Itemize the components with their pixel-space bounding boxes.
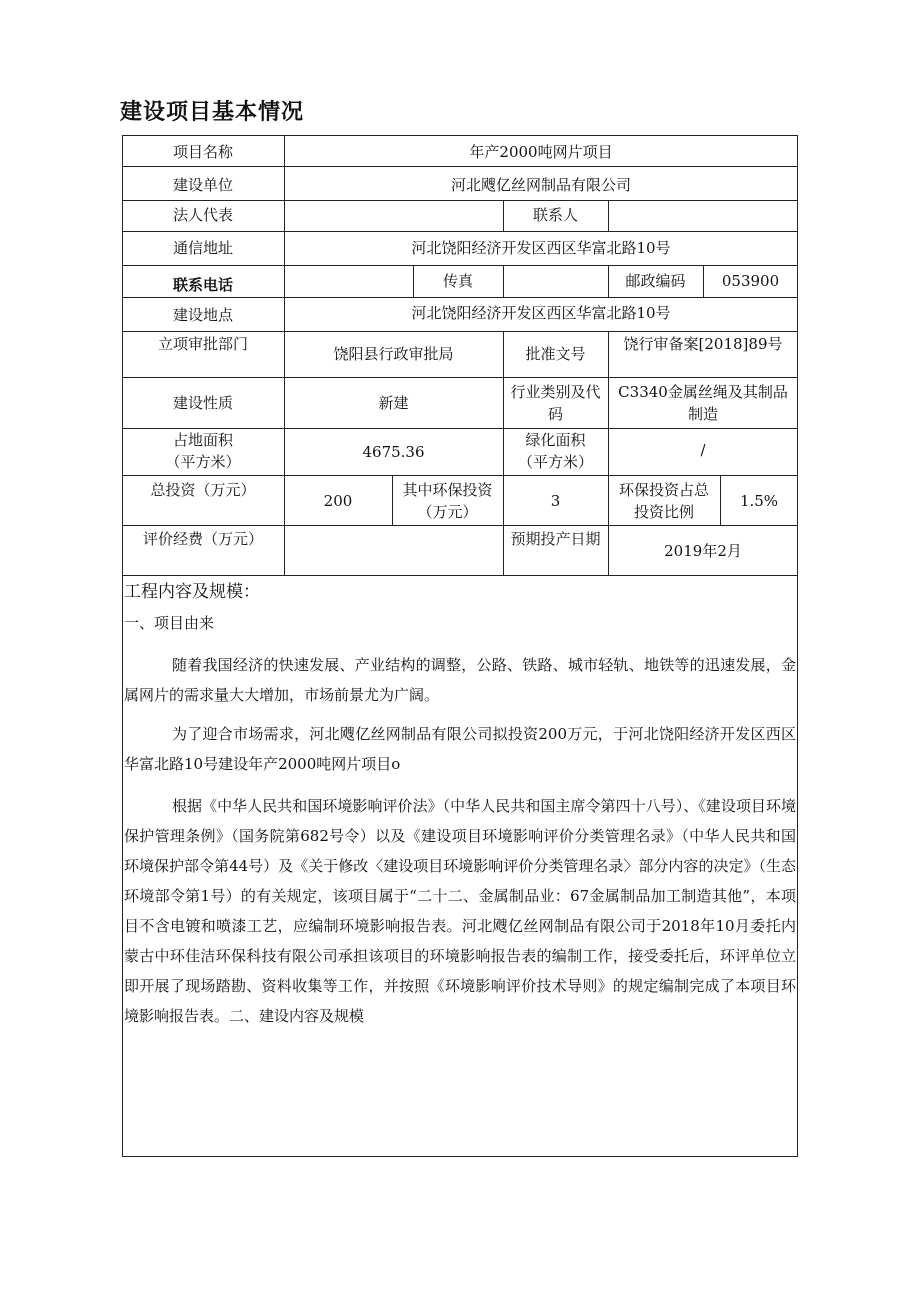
project-name-value: 年产2000吨网片项目 bbox=[469, 143, 613, 161]
builder-label: 建设单位 bbox=[172, 176, 233, 194]
col-divider bbox=[503, 265, 504, 297]
green-area-label bbox=[503, 429, 608, 473]
green-area-value: / bbox=[700, 441, 706, 459]
section-heading: 工程内容及规模： bbox=[124, 582, 260, 602]
invest-value: 200 bbox=[323, 492, 353, 510]
postcode-label: 邮政编码 bbox=[625, 272, 686, 290]
env-invest-label-line: 其中环保投资 bbox=[402, 481, 493, 499]
phone-label: 联系电话 bbox=[172, 276, 233, 294]
area-value: 4675.36 bbox=[362, 443, 425, 461]
row-divider bbox=[122, 297, 798, 298]
row-divider bbox=[122, 166, 798, 167]
invest-label: 总投资（万元） bbox=[150, 481, 256, 499]
postcode-value: 053900 bbox=[721, 272, 780, 290]
industry-value-line: 制造 bbox=[687, 405, 718, 423]
industry-label-line: 码 bbox=[547, 405, 563, 423]
eval-fee-label: 评价经费（万元） bbox=[142, 530, 263, 548]
area-label-line: （平方米） bbox=[165, 453, 241, 471]
page-title: 建设项目基本情况 bbox=[120, 100, 305, 125]
paragraph: 随着我国经济的快速发展、产业结构的调整，公路、铁路、城市轻轨、地铁等的迅速发展，金属网片的需求量大大增加，市场前景尤为广阔。 bbox=[124, 656, 796, 704]
row-divider bbox=[122, 200, 798, 201]
nature-value: 新建 bbox=[378, 394, 409, 412]
builder-value: 河北飕亿丝网制品有限公司 bbox=[450, 176, 631, 194]
col-divider bbox=[608, 200, 609, 231]
row-divider bbox=[122, 231, 798, 232]
area-label bbox=[122, 429, 284, 473]
row-divider bbox=[122, 265, 798, 266]
env-invest-value: 3 bbox=[550, 492, 561, 510]
operation-date-label: 预期投产日期 bbox=[510, 530, 601, 548]
industry-label-line: 行业类别及代 bbox=[510, 383, 601, 401]
env-ratio-label-line: 环保投资占总 bbox=[618, 481, 709, 499]
address-value: 河北饶阳经济开发区西区华富北路10号 bbox=[411, 239, 671, 257]
sub-heading: 一、项目由来 bbox=[124, 614, 215, 632]
paragraph: 根据《中华人民共和国环境影响评价法》（中华人民共和国主席令第四十八号）、《建设项目环境保护管理条例》（国务院第682号令）以及《建设项目环境影响评价分类管理名录》（中华人民共和国环境保护部令第44号）及《关于修改〈建设项目环境影响评价分类管理名录〉部分内容的决定》（生态环境部令第1号）的有关规定，该项目属于“二十二、金属制品业：67金属制品加工制造其他”，本项目不含电镀和喷漆工艺，应编制环境影响报告表。河北飕亿丝网制品有限公司于2018年10月委托内蒙古中环佳洁环保科技有限公司承担该项目的环境影响报告表的编制工作，接受委托后，环评单位立即开展了现场踏勘、资料收集等工作，并按照《环境影响评价技术导则》的规定编制完成了本项目环境影响报告表。二、建设内容及规模 bbox=[124, 797, 796, 1025]
row-divider bbox=[122, 525, 798, 526]
row-divider bbox=[122, 377, 798, 378]
approval-dept-value: 饶阳县行政审批局 bbox=[333, 345, 454, 363]
green-label-line: （平方米） bbox=[517, 453, 593, 471]
approval-no-label: 批准文号 bbox=[525, 345, 586, 363]
approval-no-value: 饶行审备案[2018]89号 bbox=[623, 335, 783, 353]
contact-label: 联系人 bbox=[532, 206, 578, 224]
row-divider bbox=[122, 575, 798, 576]
site-value: 河北饶阳经济开发区西区华富北路10号 bbox=[411, 304, 671, 322]
paragraph: 为了迎合市场需求，河北飕亿丝网制品有限公司拟投资200万元，于河北饶阳经济开发区西区华富北路10号建设年产2000吨网片项目o bbox=[124, 725, 796, 773]
approval-dept-label: 立项审批部门 bbox=[157, 335, 248, 353]
industry-value bbox=[608, 381, 798, 425]
legal-rep-label: 法人代表 bbox=[172, 206, 233, 224]
green-label-line: 绿化面积 bbox=[525, 431, 586, 449]
industry-label bbox=[503, 381, 608, 425]
site-label: 建设地点 bbox=[172, 306, 233, 324]
operation-date-value: 2019年2月 bbox=[664, 542, 742, 560]
env-invest-label-line: （万元） bbox=[417, 503, 478, 521]
env-ratio-label bbox=[608, 479, 720, 523]
area-label-line: 占地面积 bbox=[172, 431, 233, 449]
row-divider bbox=[122, 475, 798, 476]
project-name-label: 项目名称 bbox=[172, 143, 233, 161]
nature-label: 建设性质 bbox=[172, 394, 233, 412]
env-invest-label bbox=[392, 479, 503, 523]
fax-label: 传真 bbox=[442, 272, 473, 290]
industry-value-line: C3340金属丝绳及其制品 bbox=[618, 383, 788, 401]
address-label: 通信地址 bbox=[172, 239, 233, 257]
env-ratio-label-line: 投资比例 bbox=[633, 503, 694, 521]
env-ratio-value: 1.5% bbox=[739, 492, 779, 510]
row-divider bbox=[122, 331, 798, 332]
